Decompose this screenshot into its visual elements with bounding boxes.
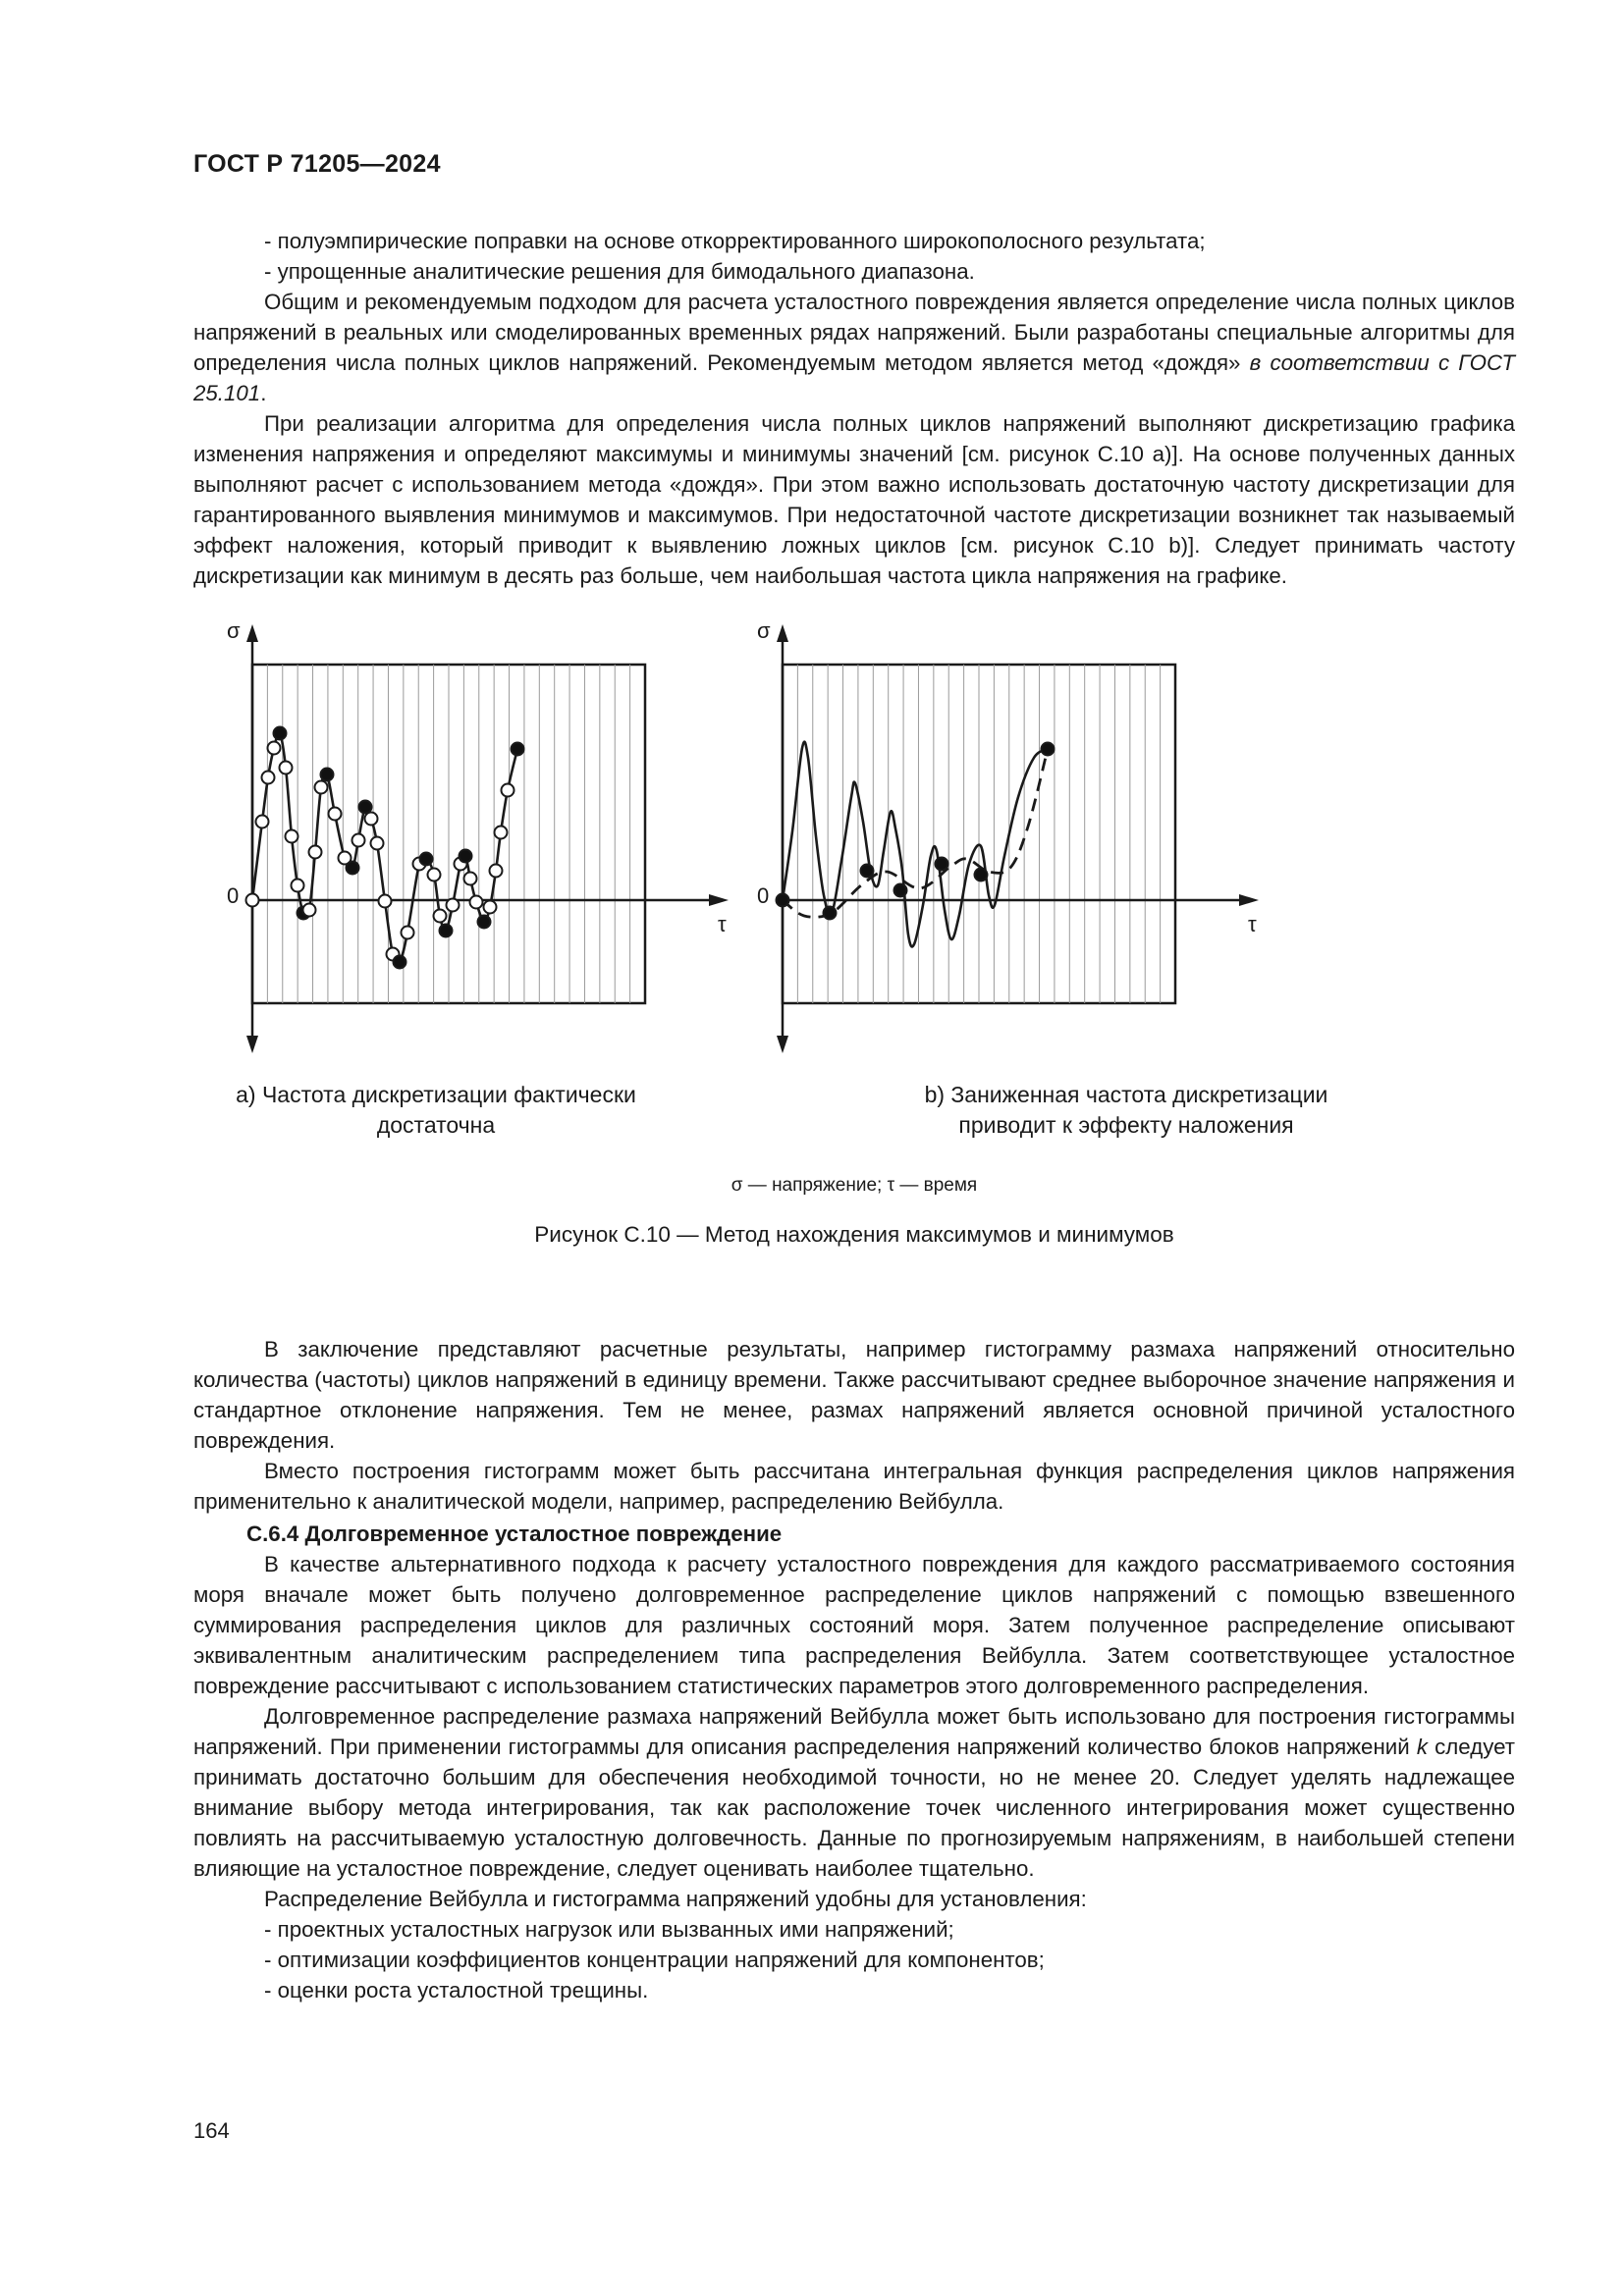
sample-point xyxy=(352,834,365,847)
sample-point xyxy=(379,895,392,908)
caption-a-line1: а) Частота дискретизации фактически xyxy=(236,1082,636,1107)
sample-point xyxy=(371,837,384,850)
y-axis-arrow-down-icon xyxy=(246,1036,258,1053)
paragraph-text: - упрощенные аналитические решения для бимодального диапазона. xyxy=(264,259,975,284)
extremum-point xyxy=(274,727,287,740)
list-item xyxy=(193,226,1515,256)
document-header: ГОСТ Р 71205—2024 xyxy=(193,150,441,178)
plot-b xyxy=(724,611,1273,1072)
list-item xyxy=(193,1945,1515,1975)
sample-point xyxy=(936,858,948,871)
extremum-point xyxy=(512,743,524,756)
sample-point xyxy=(495,827,508,839)
paragraph-text: Вместо построения гистограмм может быть рассчитана интегральная функция распределения циклов напряжения применительно к аналитической модели, например, распределению Вейбулла. xyxy=(193,1459,1515,1514)
sample-point xyxy=(262,772,275,784)
extremum-point xyxy=(347,862,359,875)
sample-point xyxy=(428,869,441,881)
paragraph xyxy=(193,1701,1515,1884)
document-body xyxy=(193,226,1515,2005)
paragraph-text: Долговременное распределение размаха напряжений Вейбулла может быть использовано для построения гистограммы напряжений. При применении гистограммы для описания распределения напряжений количество блоков напряжений xyxy=(193,1704,1515,1759)
sample-point xyxy=(1042,743,1055,756)
paragraph-text: Распределение Вейбулла и гистограмма напряжений удобны для установления: xyxy=(264,1887,1087,1911)
plot-a xyxy=(193,611,743,1072)
extremum-point xyxy=(478,916,491,929)
paragraph-text: Общим и рекомендуемым подходом для расчета усталостного повреждения является определение числа полных циклов напряжений в реальных или смоделированных временных рядах напряжений. Были разработаны специальные алгоритмы для определения числа полных циклов напряжений. Рекомендуемым методом является метод «дождя» xyxy=(193,290,1515,375)
paragraph-italic: k xyxy=(1416,1735,1428,1759)
sample-point xyxy=(975,869,988,881)
figure-c10 xyxy=(193,611,1515,1312)
sample-point xyxy=(286,830,298,843)
paragraph-text: - проектных усталостных нагрузок или вызванных ими напряжений; xyxy=(264,1917,954,1942)
sample-point xyxy=(861,865,874,878)
sample-point xyxy=(502,784,514,797)
paragraph xyxy=(193,1456,1515,1517)
extremum-point xyxy=(440,925,453,937)
list-item xyxy=(193,1914,1515,1945)
paragraph xyxy=(193,408,1515,591)
x-axis-label: τ xyxy=(1248,912,1257,936)
paragraph-text: В заключение представляют расчетные результаты, например гистограмму размаха напряжений относительно количества (частоты) циклов напряжений в единицу времени. Также рассчитывают среднее выборочное значение напряжения и стандартное отклонение напряжения. Тем не менее, размах напряжений является основной причиной усталостного повреждения. xyxy=(193,1337,1515,1453)
top-paragraphs xyxy=(193,226,1515,591)
bottom-paragraphs xyxy=(193,1334,1515,2005)
sample-point xyxy=(292,880,304,892)
caption-a-line2: достаточна xyxy=(376,1112,496,1138)
paragraph-text: - полуэмпирические поправки на основе откорректированного широкополосного результата; xyxy=(264,229,1206,253)
caption-b xyxy=(871,1080,1381,1141)
zero-label: 0 xyxy=(757,883,770,908)
extremum-point xyxy=(359,801,372,814)
paragraph-text: В качестве альтернативного подхода к расчету усталостного повреждения для каждого рассматриваемого состояния моря вначале может быть получено долговременное распределение циклов напряжений с помощью взвешенного суммирования распределения циклов для различных состояний моря. Затем полученное распределение описывают эквивалентным аналитическим распределением типа распределения Вейбулла. Затем соответствующее усталостное повреждение рассчитывают с использованием статистических параметров этого долговременного распределения. xyxy=(193,1552,1515,1698)
sample-point xyxy=(894,884,907,897)
sample-point xyxy=(246,894,259,907)
extremum-point xyxy=(460,850,472,863)
sample-point xyxy=(470,896,483,909)
sample-point xyxy=(402,927,414,939)
extremum-point xyxy=(321,769,334,781)
paragraph xyxy=(193,1549,1515,1701)
caption-b-line2: приводит к эффекту наложения xyxy=(958,1112,1294,1138)
sample-point xyxy=(256,816,269,828)
paragraph-text: - оптимизации коэффициентов концентрации напряжений для компонентов; xyxy=(264,1948,1045,1972)
extremum-point xyxy=(420,853,433,866)
y-axis-label: σ xyxy=(757,618,771,643)
sample-point xyxy=(329,808,342,821)
paragraph-tail: следует принимать достаточно большим для обеспечения необходимой точности, но не менее 20. Следует уделять надлежащее внимание выбору метода интегрирования, так как расположение точек численного интегрирования может существенно повлиять на рассчитываемую усталостную долговечность. Данные по прогнозируемым напряжениям, в наибольшей степени влияющие на усталостное повреждение, следует оценивать наиболее тщательно. xyxy=(193,1735,1516,1881)
sample-point xyxy=(824,907,837,920)
sample-point xyxy=(280,762,293,774)
paragraph xyxy=(193,287,1515,408)
sample-point xyxy=(303,904,316,917)
sample-point xyxy=(315,781,328,794)
paragraph-italic: в соответствии с ГОСТ 25.101 xyxy=(193,350,1515,405)
section-heading xyxy=(193,1519,1515,1549)
sample-point xyxy=(464,873,477,885)
x-axis-label: τ xyxy=(718,912,727,936)
sample-point xyxy=(365,813,378,826)
y-axis-arrow-down-icon xyxy=(777,1036,788,1053)
sample-point xyxy=(490,865,503,878)
y-axis-arrow-up-icon xyxy=(777,624,788,642)
list-item xyxy=(193,256,1515,287)
paragraph-text: При реализации алгоритма для определения числа полных циклов напряжений выполняют дискретизацию графика изменения напряжения и определяют максимумы и минимумы значений [см. рисунок С.10 а)]. На основе полученных данных выполняют расчет с использованием метода «дождя». При этом важно использовать достаточную частоту дискретизации для гарантированного выявления минимумов и максимумов. При недостаточной частоте дискретизации возникнет так называемый эффект наложения, который приводит к выявлению ложных циклов [см. рисунок С.10 b)]. Следует принимать частоту дискретизации как минимум в десять раз больше, чем наибольшая частота цикла напряжения на графике. xyxy=(193,411,1515,588)
figure-legend: σ — напряжение; τ — время xyxy=(731,1175,978,1196)
page-number: 164 xyxy=(193,2118,230,2143)
y-axis-arrow-up-icon xyxy=(246,624,258,642)
list-item xyxy=(193,1975,1515,2005)
sample-point xyxy=(484,901,497,914)
figure-title: Рисунок С.10 — Метод нахождения максимумов и минимумов xyxy=(534,1222,1174,1247)
paragraph xyxy=(193,1884,1515,1914)
paragraph-text: - оценки роста усталостной трещины. xyxy=(264,1978,649,2002)
sample-point xyxy=(434,910,447,923)
paragraph xyxy=(193,1334,1515,1456)
sample-point xyxy=(777,894,789,907)
paragraph-tail: . xyxy=(260,381,267,405)
caption-b-line1: b) Заниженная частота дискретизации xyxy=(924,1082,1328,1107)
y-axis-label: σ xyxy=(227,618,241,643)
paragraph-text: С.6.4 Долговременное усталостное повреждение xyxy=(246,1522,783,1546)
extremum-point xyxy=(394,956,406,969)
x-axis-arrow-icon xyxy=(1239,894,1259,906)
zero-label: 0 xyxy=(227,883,240,908)
sample-point xyxy=(447,899,460,912)
caption-a xyxy=(205,1080,667,1141)
sample-point xyxy=(309,846,322,859)
sample-point xyxy=(268,742,281,755)
